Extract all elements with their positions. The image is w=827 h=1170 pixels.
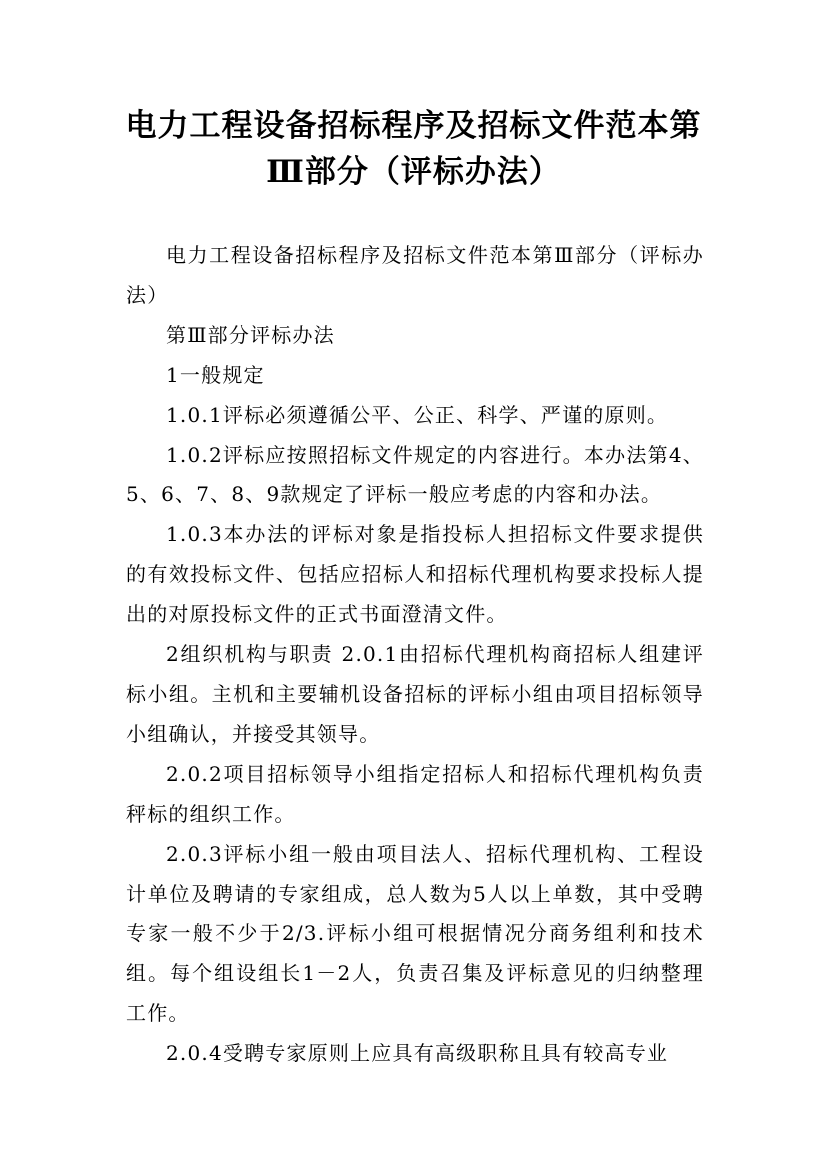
- paragraph-2-0-1: 2组织机构与职责 2.0.1由招标代理机构商招标人组建评标小组。主机和主要辅机设备招标的评标小组由项目招标领导小组确认，并接受其领导。: [126, 642, 704, 746]
- paragraph-intro: 电力工程设备招标程序及招标文件范本第Ⅲ部分（评标办法）: [126, 243, 704, 307]
- paragraph-1-0-3: 1.0.3本办法的评标对象是指投标人担招标文件要求提供的有效投标文件、包括应招标人和招标代理机构要求投标人提出的对原投标文件的正式书面澄清文件。: [126, 522, 704, 627]
- document-title-line-2: Ⅲ部分（评标办法）: [266, 154, 561, 190]
- paragraph-1-0-1: 1.0.1评标必须遵循公平、公正、科学、严谨的原则。: [166, 402, 669, 427]
- document-title-line-1: 电力工程设备招标程序及招标文件范本第: [125, 108, 702, 144]
- paragraph-general-rules: 1一般规定: [166, 362, 265, 387]
- paragraph-2-0-4: 2.0.4受聘专家原则上应具有高级职称且具有较高专业: [166, 1041, 669, 1066]
- paragraph-2-0-2: 2.0.2项目招标领导小组指定招标人和招标代理机构负责秤标的组织工作。: [126, 761, 704, 826]
- paragraph-1-0-2: 1.0.2评标应按照招标文件规定的内容进行。本办法第4、5、6、7、8、9款规定了评标一般应考虑的内容和办法。: [126, 442, 704, 507]
- paragraph-section-heading: 第Ⅲ部分评标办法: [166, 322, 335, 347]
- paragraph-2-0-3: 2.0.3评标小组一般由项目法人、招标代理机构、工程设计单位及聘请的专家组成，总人数为5人以上单数，其中受聘专家一般不少于2/3.评标小组可根据情况分商务组利和技术组。每个组设组长1－2人，负责召集及评标意见的归纳整理工作。: [126, 841, 704, 1026]
- document-body: [126, 236, 704, 1074]
